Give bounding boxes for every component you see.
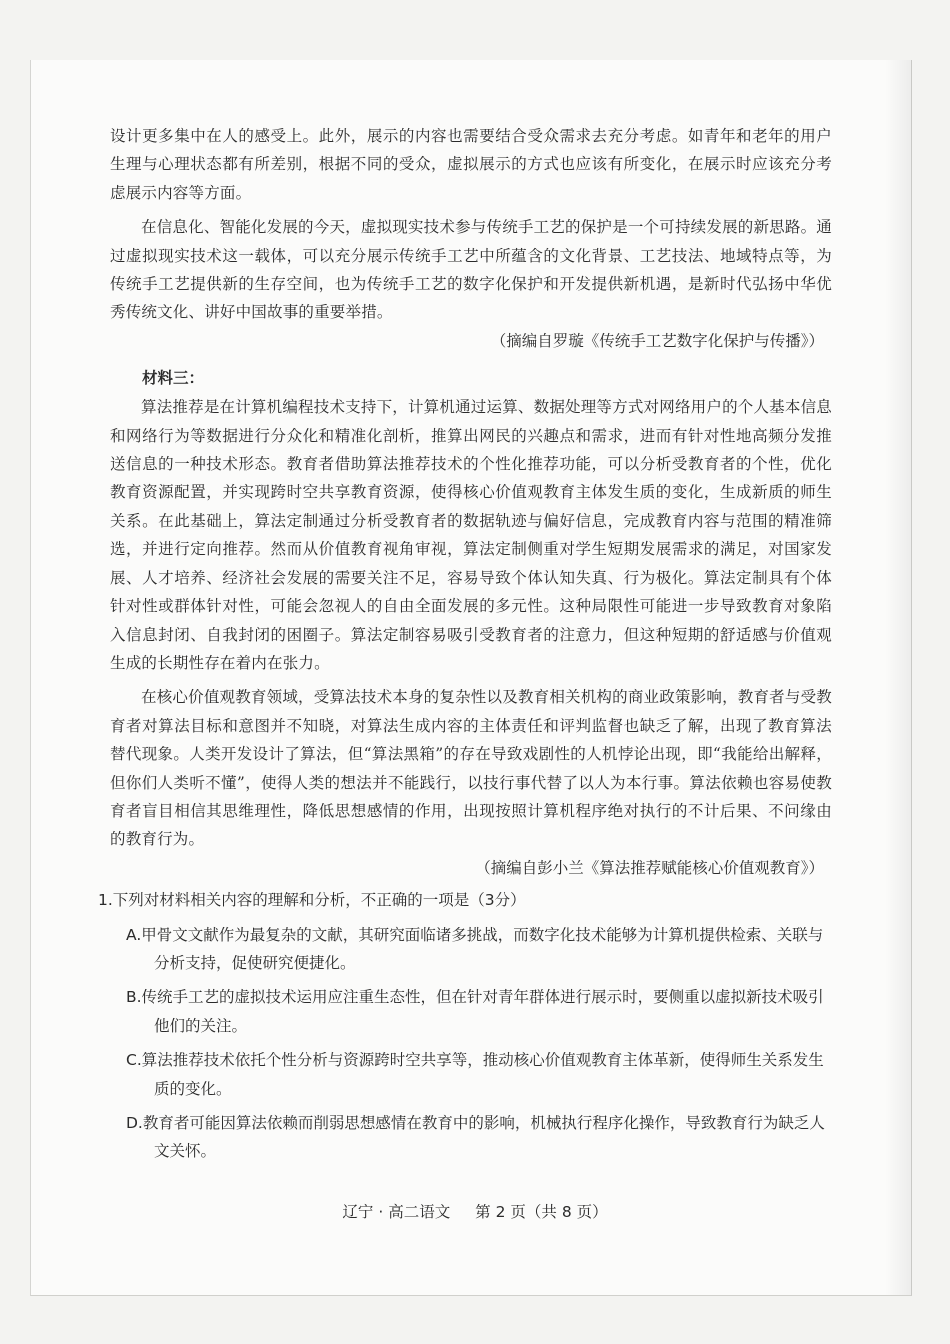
question-1-option-a: A.甲骨文文献作为最复杂的文献，其研究面临诸多挑战，而数字化技术能够为计算机提供检索、关联与分析支持，促使研究便捷化。: [126, 925, 824, 972]
page-footer: [0, 1200, 950, 1222]
footer-dot: ·: [378, 1203, 384, 1221]
footer-region: 辽宁: [342, 1203, 374, 1221]
question-1-stem: 1.下列对材料相关内容的理解和分析，不正确的一项是（3分）: [98, 891, 526, 910]
question-1: [98, 886, 832, 1166]
material2-paragraph-2: 在信息化、智能化发展的今天，虚拟现实技术参与传统手工艺的保护是一个可持续发展的新思路。通过虚拟现实技术这一载体，可以充分展示传统手工艺中所蕴含的文化背景、工艺技法、地域特点等，为传统手工艺提供新的生存空间，也为传统手工艺的数字化保护和开发提供新机遇，是新时代弘扬中华优秀传统文化、讲好中国故事的重要举措。: [110, 218, 832, 322]
question-1-option-d: D.教育者可能因算法依赖而削弱思想感情在教育中的影响，机械执行程序化操作，导致教育行为缺乏人文关怀。: [126, 1114, 825, 1161]
material2-paragraph-1: 设计更多集中在人的感受上。此外，展示的内容也需要结合受众需求去充分考虑。如青年和老年的用户生理与心理状态都有所差别，根据不同的受众，虚拟展示的方式也应该有所变化，在展示时应该充分考虑展示内容等方面。: [110, 127, 832, 202]
page-edge-shadow: [885, 60, 911, 1295]
footer-subject: 高二语文: [388, 1203, 451, 1221]
material3-paragraph-2: 在核心价值观教育领域，受算法技术本身的复杂性以及教育相关机构的商业政策影响，教育者与受教育者对算法目标和意图并不知晓，对算法生成内容的主体责任和评判监督也缺乏了解，出现了教育算法替代现象。人类开发设计了算法，但“算法黑箱”的存在导致戏剧性的人机悖论出现，即“我能给出解释，但你们人类听不懂”，使得人类的想法并不能践行，以技行事代替了以人为本行事。算法依赖也容易使教育者盲目相信其思维理性，降低思想感情的作用，出现按照计算机程序绝对执行的不计后果、不问缘由的教育行为。: [110, 688, 832, 849]
footer-page-number: 第 2 页（共 8 页）: [475, 1203, 608, 1221]
material3-source: （摘编自彭小兰《算法推荐赋能核心价值观教育》）: [475, 858, 824, 877]
material3-paragraph-1: 算法推荐是在计算机编程技术支持下，计算机通过运算、数据处理等方式对网络用户的个人基本信息和网络行为等数据进行分众化和精准化剖析，推算出网民的兴趣点和需求，进而有针对性地高频分发推送信息的一种技术形态。教育者借助算法推荐技术的个性化推荐功能，可以分析受教育者的个性，优化教育资源配置，并实现跨时空共享教育资源，使得核心价值观教育主体发生质的变化，生成新质的师生关系。在此基础上，算法定制通过分析受教育者的数据轨迹与偏好信息，完成教育内容与范围的精准筛选，并进行定向推荐。然而从价值教育视角审视，算法定制侧重对学生短期发展需求的满足，对国家发展、人才培养、经济社会发展的需要关注不足，容易导致个体认知失真、行为极化。算法定制具有个体针对性或群体针对性，可能会忽视人的自由全面发展的多元性。这种局限性可能进一步导致教育对象陷入信息封闭、自我封闭的困圈子。算法定制容易吸引受教育者的注意力，但这种短期的舒适感与价值观生成的长期性存在着内在张力。: [110, 398, 832, 672]
question-1-option-b: B.传统手工艺的虚拟技术运用应注重生态性，但在针对青年群体进行展示时，要侧重以虚拟新技术吸引他们的关注。: [126, 988, 824, 1035]
page-content: [98, 122, 832, 1166]
material2-source: （摘编自罗璇《传统手工艺数字化保护与传播》）: [490, 331, 824, 350]
question-1-option-c: C.算法推荐技术依托个性分析与资源跨时空共享等，推动核心价值观教育主体革新，使得师生关系发生质的变化。: [126, 1051, 824, 1098]
material3-heading: 材料三：: [142, 369, 205, 388]
